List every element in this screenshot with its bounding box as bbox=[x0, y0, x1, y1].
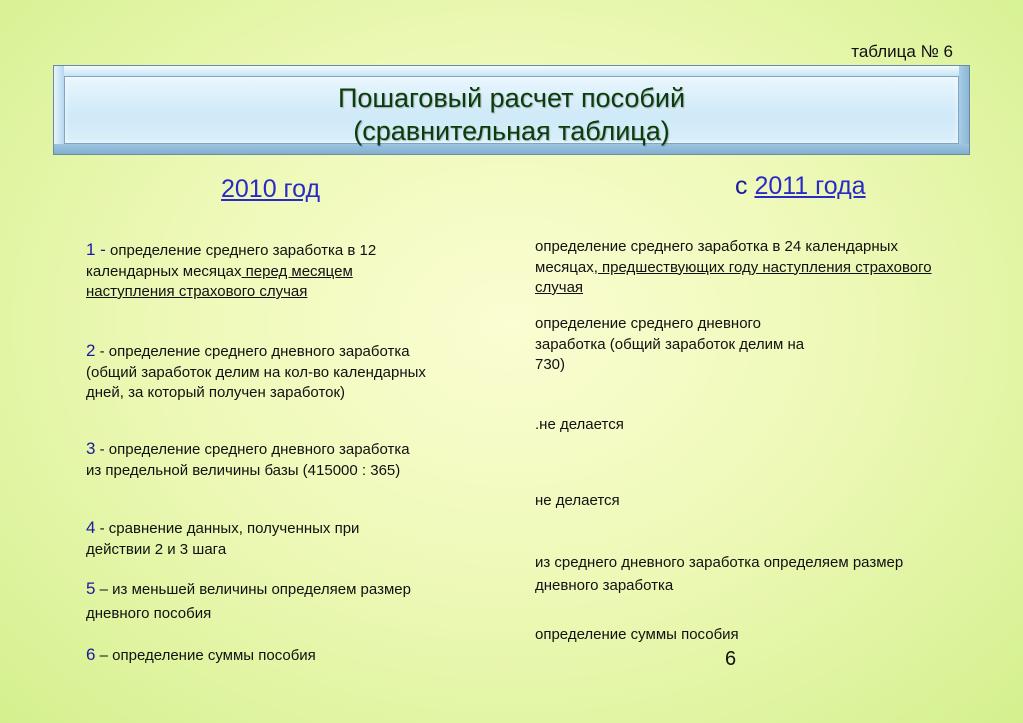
left-step-2 bbox=[86, 341, 426, 404]
heading-2011-link[interactable]: 2011 года bbox=[754, 172, 866, 200]
step-text: из среднего дневного заработка определяем размер дневного заработка bbox=[535, 554, 904, 594]
title-line-1: Пошаговый расчет пособий bbox=[337, 83, 686, 113]
page-title bbox=[54, 82, 969, 148]
title-banner bbox=[53, 65, 970, 155]
step-text: - сравнение данных, полученных при действии 2 и 3 шага bbox=[86, 520, 360, 558]
step-text: не делается bbox=[535, 492, 620, 509]
left-step-1 bbox=[86, 240, 426, 303]
page-number: 6 bbox=[725, 648, 737, 670]
step-number: 5 bbox=[86, 579, 96, 598]
step-text: – определение суммы пособия bbox=[95, 647, 316, 664]
right-step-5 bbox=[535, 551, 965, 597]
column-heading-2010 bbox=[221, 175, 320, 204]
step-number: 6 bbox=[86, 645, 96, 664]
right-step-3 bbox=[535, 415, 975, 436]
left-step-6 bbox=[86, 645, 426, 667]
step-text: – из меньшей величины определяем размер дневного пособия bbox=[86, 581, 411, 622]
step-number: 4 bbox=[86, 518, 96, 537]
left-step-4 bbox=[86, 518, 426, 560]
right-step-2 bbox=[535, 314, 825, 376]
right-step-4 bbox=[535, 491, 975, 512]
table-number-label: таблица № 6 bbox=[851, 42, 953, 61]
step-text: определение среднего заработка в 24 календарных месяцах bbox=[535, 238, 898, 276]
title-line-2: (сравнительная таблица) bbox=[353, 116, 670, 146]
left-step-3 bbox=[86, 439, 426, 481]
left-step-5 bbox=[86, 577, 426, 626]
step-text-underlined: перед месяцем наступления страхового случая bbox=[86, 262, 353, 300]
step-text: - определение среднего дневного заработка из предельной величины базы (415000 : 365) bbox=[86, 441, 410, 479]
step-text: определение среднего дневного заработка (общий заработок делим на 730) bbox=[535, 315, 805, 373]
right-step-1 bbox=[535, 237, 945, 299]
step-number: 3 bbox=[86, 439, 96, 458]
step-text: определение среднего заработка в 12 календарных месяцах bbox=[86, 242, 377, 280]
right-step-6 bbox=[535, 625, 975, 646]
step-text: .не делается bbox=[535, 416, 624, 433]
banner-rim-top bbox=[54, 66, 969, 76]
heading-2010-link[interactable]: 2010 год bbox=[221, 175, 321, 203]
heading-2011-prefix: с bbox=[735, 172, 755, 200]
step-text-underlined: , предшествующих году наступления страхового случая bbox=[535, 258, 932, 296]
column-heading-2011 bbox=[735, 172, 866, 201]
step-text: - определение среднего дневного заработка (общий заработок делим на кол-во календарных дней, за который получен заработок) bbox=[86, 343, 426, 401]
step-text: определение суммы пособия bbox=[535, 626, 739, 643]
step-number: 2 bbox=[86, 341, 96, 360]
step-number: 1 - bbox=[86, 240, 106, 259]
